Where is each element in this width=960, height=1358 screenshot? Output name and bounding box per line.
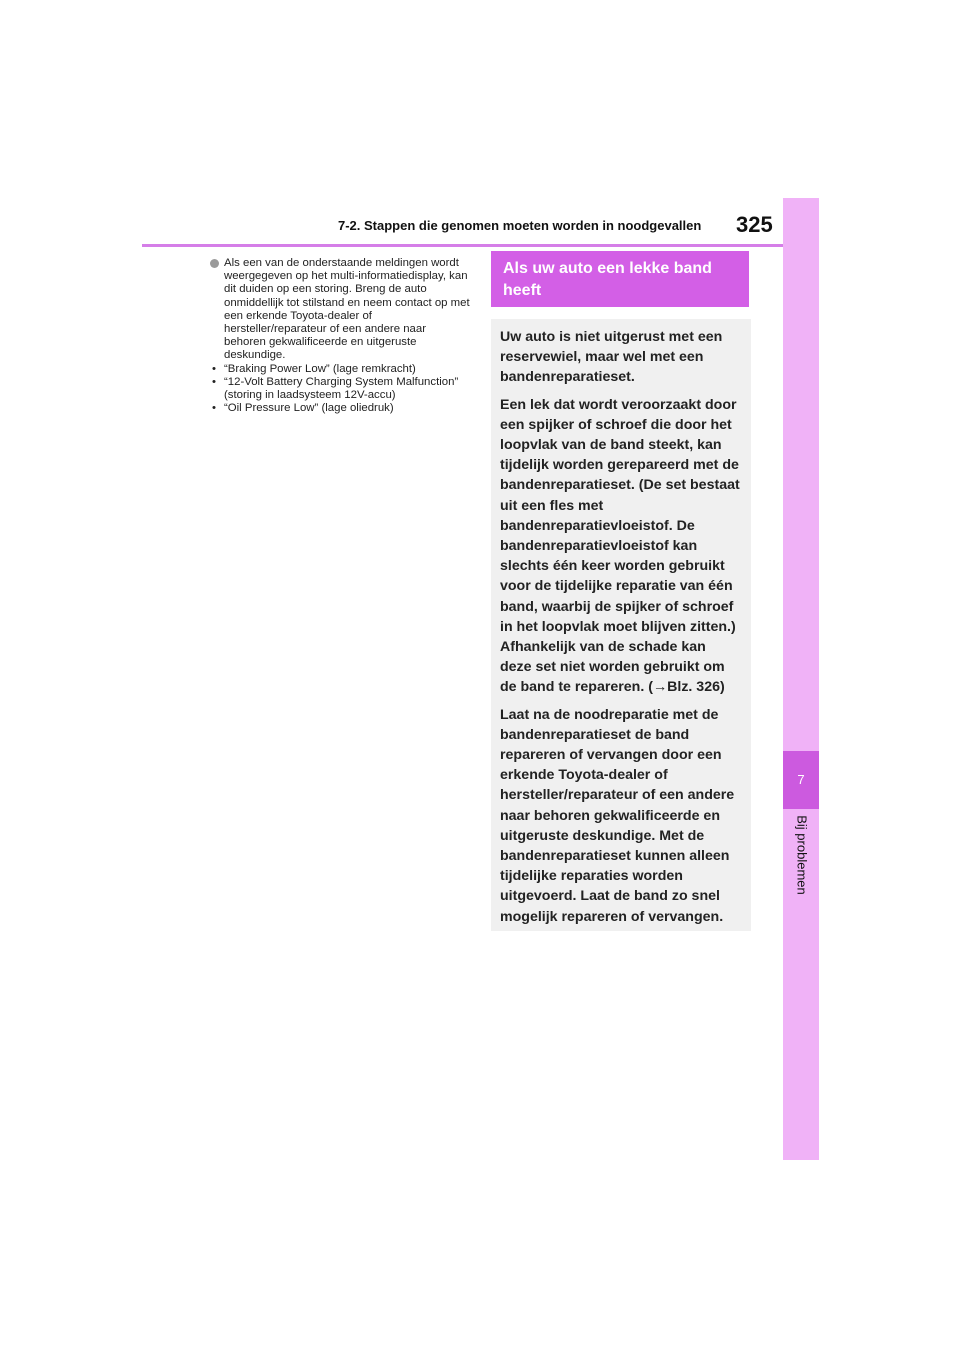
list-item-text: “Oil Pressure Low” (lage oliedruk) xyxy=(224,402,394,415)
chapter-number: 7 xyxy=(797,772,805,787)
round-bullet-icon xyxy=(210,259,219,268)
list-item xyxy=(210,402,470,415)
page-number: 325 xyxy=(736,212,773,237)
list-item-text: “12-Volt Battery Charging System Malfunction” (storing in laadsysteem 12V-accu) xyxy=(224,375,459,402)
chapter-side-tab xyxy=(783,198,819,1160)
bullet-icon: • xyxy=(212,362,216,375)
left-column xyxy=(210,257,470,415)
list-item xyxy=(210,376,470,402)
bullet-icon: • xyxy=(212,375,216,388)
list-item xyxy=(210,363,470,376)
warning-intro-text: Als een van de onderstaande meldingen wordt weergegeven op het multi-informatiedisplay, kan dit duiden op een storing. Breng de auto onmiddellijk tot stilstand en neem contact op met een erkende Toyota-dealer of hersteller/reparateur of een andere naar behoren gekwalificeerde en uitgeruste deskundige. xyxy=(224,257,470,362)
header-rule xyxy=(142,244,818,247)
list-item-text: “Braking Power Low” (lage remkracht) xyxy=(224,362,416,375)
section-title: 7-2. Stappen die genomen moeten worden in noodgevallen xyxy=(338,218,702,233)
info-box xyxy=(491,319,751,931)
bullet-icon: • xyxy=(212,402,216,415)
info-paragraph: Een lek dat wordt veroorzaakt door een spijker of schroef die door het loopvlak van de band steekt, kan tijdelijk worden gerepareerd met de bandenreparatieset. (De set bestaat uit een fles met bandenreparatievloeistof. De bandenreparatievloeistof kan slechts één keer worden gebruikt voor de tijdelijke reparatie van één band, waarbij de spijker of schroef in het loopvlak moet blijven zitten.) Afhankelijk van de schade kan deze set niet worden gebruikt om de band te repareren. (→Blz. 326) xyxy=(500,396,740,696)
section-heading: Als uw auto een lekke band heeft xyxy=(491,251,749,307)
chapter-title: Bij problemen xyxy=(794,815,810,895)
info-paragraph: Uw auto is niet uitgerust met een reservewiel, maar wel met een bandenreparatieset. xyxy=(500,329,723,386)
warning-message-list xyxy=(210,363,470,416)
warning-intro xyxy=(210,257,470,363)
info-paragraph: Laat na de noodreparatie met de bandenreparatieset de band repareren of vervangen door een erkende Toyota-dealer of hersteller/reparateur of een andere naar behoren gekwalificeerde en uitgeruste deskundige. Met de bandenreparatieset kunnen alleen tijdelijke reparaties worden uitgevoerd. Laat de band zo snel mogelijk repareren of vervangen. xyxy=(500,706,735,925)
